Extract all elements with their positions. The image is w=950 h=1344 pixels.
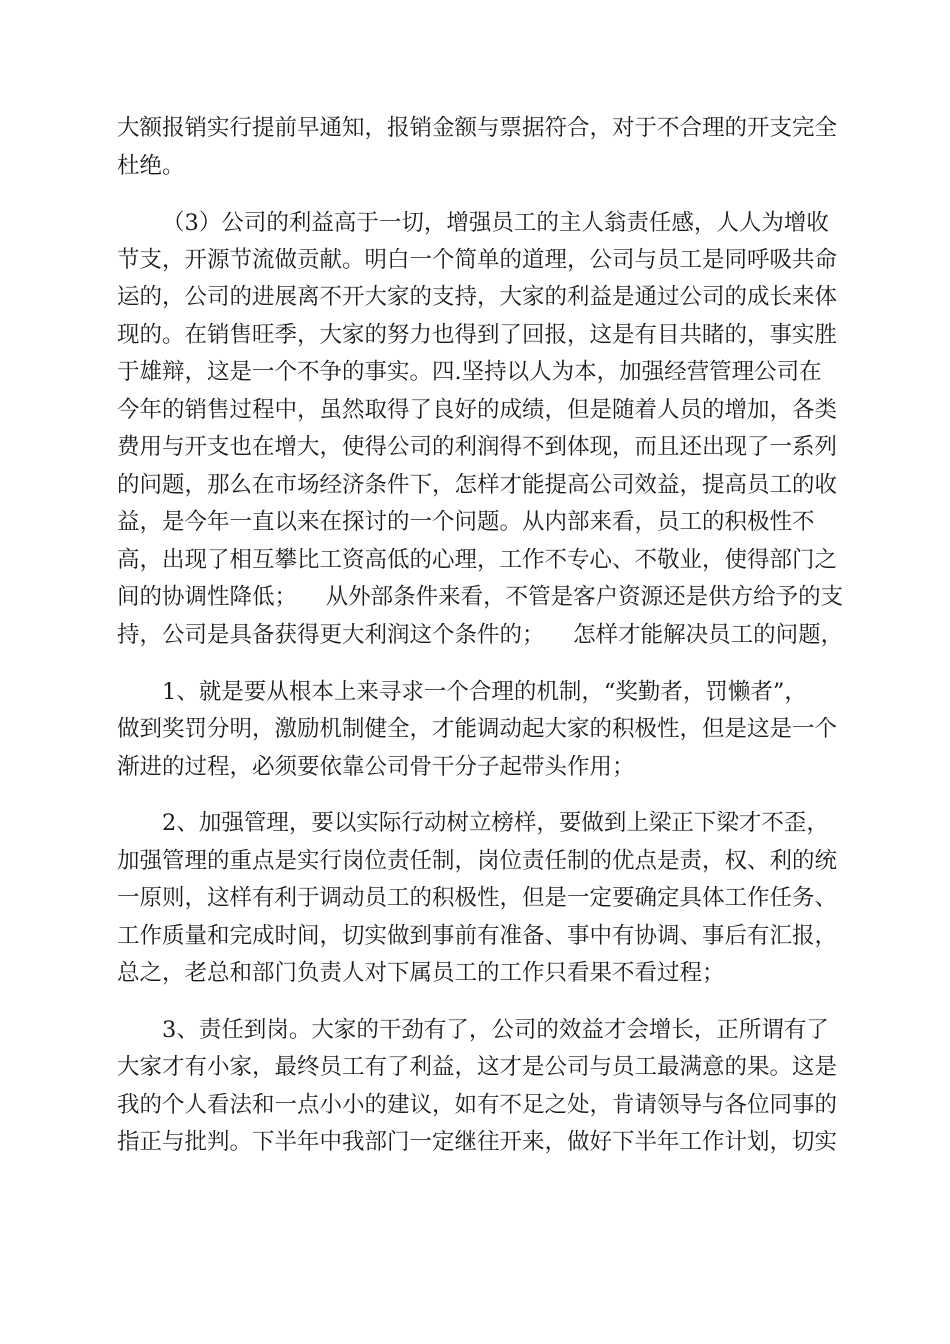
text-line: 于雄辩，这是一个不争的事实。四.坚持以人为本，加强经营管理公司在 (117, 359, 822, 385)
text-line: 杜绝。 (117, 153, 185, 179)
text-line: 今年的销售过程中，虽然取得了良好的成绩，但是随着人员的增加，各类 (117, 397, 838, 423)
text-line: 做到奖罚分明，激励机制健全，才能调动起大家的积极性，但是这是一个 (117, 716, 838, 742)
paragraph-first-line: （3）公司的利益高于一切，增强员工的主人翁责任感，人人为增收 (162, 210, 829, 236)
text-line: 加强管理的重点是实行岗位责任制，岗位责任制的优点是责，权、利的统 (117, 848, 838, 874)
paragraph-first-line: 1、就是要从根本上来寻求一个合理的机制，“奖勤者，罚懒者”， (162, 679, 807, 705)
text-line: 间的协调性降低； 从外部条件来看，不管是客户资源还是供方给予的支 (117, 584, 844, 610)
text-line: 费用与开支也在增大，使得公司的利润得不到体现，而且还出现了一系列 (117, 434, 838, 460)
text-line: 指正与批判。下半年中我部门一定继往开来，做好下半年工作计划，切实 (117, 1129, 838, 1155)
paragraph-first-line: 2、加强管理，要以实际行动树立榜样，要做到上梁正下梁才不歪， (162, 810, 829, 836)
text-line: 一原则，这样有利于调动员工的积极性，但是一定要确定具体工作任务、 (117, 885, 838, 911)
text-line: 高，出现了相互攀比工资高低的心理，工作不专心、不敬业，使得部门之 (117, 547, 838, 573)
text-line: 大额报销实行提前早通知，报销金额与票据符合，对于不合理的开支完全 (117, 115, 838, 141)
paragraph-first-line: 3、责任到岗。大家的干劲有了，公司的效益才会增长，正所谓有了 (162, 1017, 829, 1043)
text-line: 运的，公司的进展离不开大家的支持，大家的利益是通过公司的成长来体 (117, 284, 838, 310)
text-line: 节支，开源节流做贡献。明白一个简单的道理，公司与员工是同呼吸共命 (117, 247, 838, 273)
text-line: 总之，老总和部门负责人对下属员工的工作只看果不看过程； (117, 960, 725, 986)
text-line: 工作质量和完成时间，切实做到事前有准备、事中有协调、事后有汇报， (117, 923, 838, 949)
text-line: 持，公司是具备获得更大利润这个条件的； 怎样才能解决员工的问题， (117, 622, 844, 648)
text-line: 的问题，那么在市场经济条件下，怎样才能提高公司效益，提高员工的收 (117, 472, 838, 498)
text-line: 渐进的过程，必须要依靠公司骨干分子起带头作用； (117, 754, 635, 780)
text-line: 我的个人看法和一点小小的建议，如有不足之处，肯请领导与各位同事的 (117, 1092, 838, 1118)
text-line: 益，是今年一直以来在探讨的一个问题。从内部来看，员工的积极性不 (117, 509, 815, 535)
text-line: 大家才有小家，最终员工有了利益，这才是公司与员工最满意的果。这是 (117, 1054, 838, 1080)
text-line: 现的。在销售旺季，大家的努力也得到了回报，这是有目共睹的，事实胜 (117, 322, 838, 348)
